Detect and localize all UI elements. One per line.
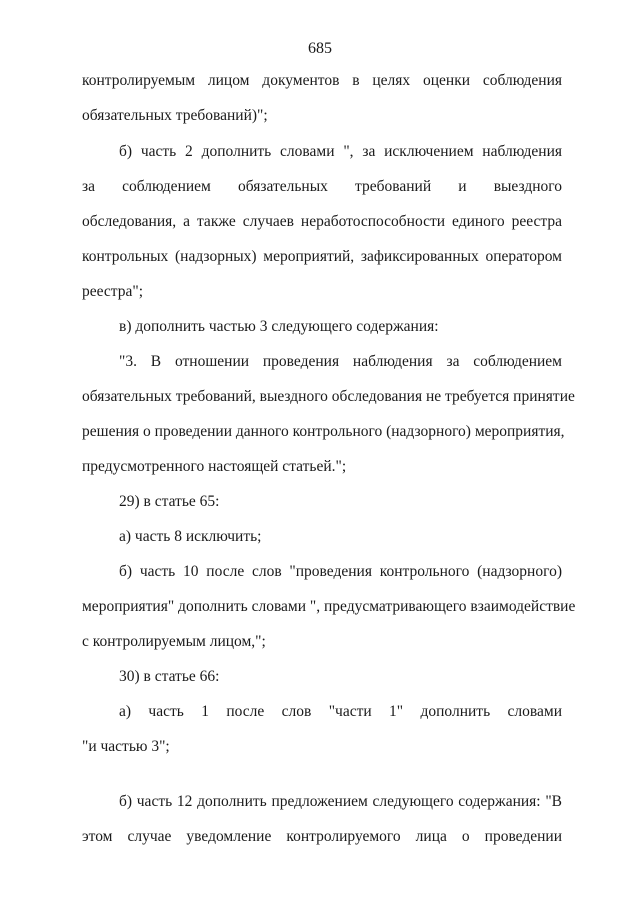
text-line: б) часть 12 дополнить предложением следующего содержания: "В [119, 793, 562, 810]
text-line: обязательных требований, выездного обследования не требуется принятие [82, 388, 575, 405]
text-line: обследования, а также случаев неработоспособности единого реестра [82, 213, 562, 230]
text-line: 29) в статье 65: [119, 493, 220, 510]
text-line: мероприятия" дополнить словами ", предусматривающего взаимодействие [82, 598, 576, 615]
text-line: контролируемым лицом документов в целях оценки соблюдения [82, 72, 562, 89]
text-line: этом случае уведомление контролируемого лица о проведении [82, 828, 562, 845]
text-line: а) часть 8 исключить; [119, 528, 262, 545]
text-line: предусмотренного настоящей статьей."; [82, 458, 347, 475]
text-line: решения о проведении данного контрольного (надзорного) мероприятия, [82, 423, 565, 440]
text-line: контрольных (надзорных) мероприятий, зафиксированных оператором [82, 248, 562, 265]
text-line: за соблюдением обязательных требований и выездного [82, 178, 562, 195]
text-line: б) часть 2 дополнить словами ", за исключением наблюдения [119, 143, 562, 160]
text-line: реестра"; [82, 283, 144, 300]
text-line: с контролируемым лицом,"; [82, 633, 266, 650]
text-line: "3. В отношении проведения наблюдения за соблюдением [119, 353, 562, 370]
text-line: а) часть 1 после слов "части 1" дополнить словами [119, 703, 562, 720]
page-number: 685 [308, 40, 332, 57]
text-line: 30) в статье 66: [119, 668, 220, 685]
text-line: в) дополнить частью 3 следующего содержания: [119, 318, 439, 335]
text-line: б) часть 10 после слов "проведения контрольного (надзорного) [119, 563, 562, 580]
text-line: обязательных требований)"; [82, 107, 268, 124]
text-line: "и частью 3"; [82, 738, 170, 755]
